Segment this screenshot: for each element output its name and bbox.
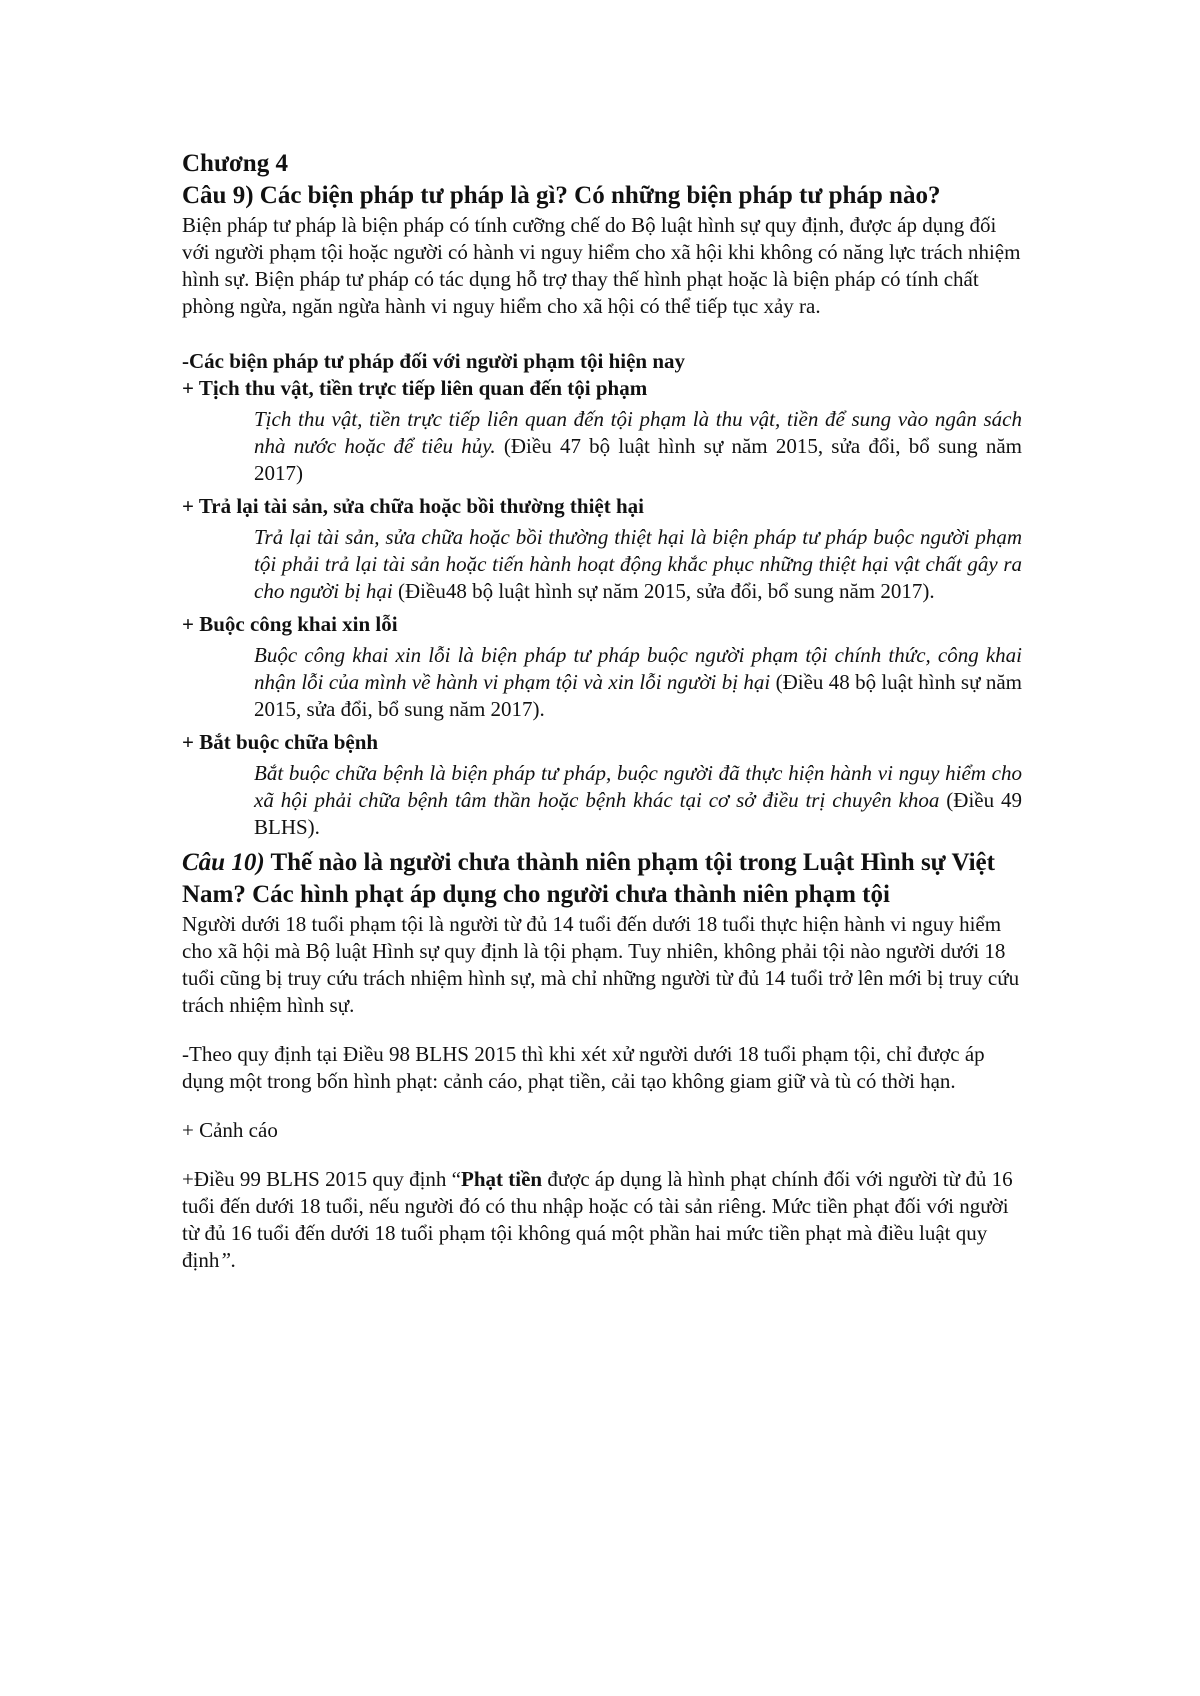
- chapter-title: Chương 4: [182, 150, 288, 177]
- measure-description: [254, 642, 1022, 723]
- spacer: [182, 320, 1022, 348]
- measure-definition: Buộc công khai xin lỗi là biện pháp tư pháp buộc người phạm tội chính thức, công khai nhận lỗi của mình về hành vi phạm tội và xin lỗi người bị hại: [254, 643, 1022, 694]
- spacer: [182, 1019, 1022, 1041]
- measure-description: [254, 406, 1022, 487]
- fine-prefix: +Điều 99 BLHS 2015 quy định “: [182, 1167, 461, 1191]
- measure-description: [254, 524, 1022, 605]
- measure-heading: + Trả lại tài sản, sửa chữa hoặc bồi thường thiệt hại: [182, 494, 645, 518]
- measure-heading: + Tịch thu vật, tiền trực tiếp liên quan đến tội phạm: [182, 376, 648, 400]
- measure-description: [254, 760, 1022, 841]
- question-10-text: Thế nào là người chưa thành niên phạm tội trong Luật Hình sự Việt Nam? Các hình phạt áp dụng cho người chưa thành niên phạm tội: [182, 849, 995, 908]
- question-9-intro: Biện pháp tư pháp là biện pháp có tính cưỡng chế do Bộ luật hình sự quy định, được áp dụng đối với người phạm tội hoặc người có hành vi nguy hiểm cho xã hội khi không có năng lực trách nhiệm hình sự. Biện pháp tư pháp có tác dụng hỗ trợ thay thế hình phạt hoặc là biện pháp có tính chất phòng ngừa, ngăn ngừa hành vi nguy hiểm cho xã hội có thể tiếp tục xảy ra.: [182, 213, 1021, 318]
- penalties-paragraph: -Theo quy định tại Điều 98 BLHS 2015 thì khi xét xử người dưới 18 tuổi phạm tội, chỉ được áp dụng một trong bốn hình phạt: cảnh cáo, phạt tiền, cải tạo không giam giữ và tù có thời hạn.: [182, 1042, 985, 1093]
- measure-item: [182, 729, 1022, 841]
- measure-citation: (Điều 47 bộ luật hình sự năm 2015, sửa đổi, bổ sung năm 2017): [254, 434, 1023, 485]
- question-10-number: Câu 10): [182, 849, 265, 876]
- measure-definition: Tịch thu vật, tiền trực tiếp liên quan đến tội phạm là thu vật, tiền để sung vào ngân sách nhà nước hoặc để tiêu hủy.: [254, 407, 1022, 458]
- measure-definition: Trả lại tài sản, sửa chữa hoặc bồi thường thiệt hại là biện pháp tư pháp buộc người phạm tội phải trả lại tài sản hoặc tiến hành hoạt động khắc phục những thiệt hại vật chất gây ra cho người bị hại: [254, 525, 1022, 603]
- measure-citation: (Điều48 bộ luật hình sự năm 2015, sửa đổi, bổ sung năm 2017).: [392, 579, 935, 603]
- measure-heading: + Buộc công khai xin lỗi: [182, 612, 398, 636]
- warning-penalty: + Cảnh cáo: [182, 1118, 278, 1142]
- measure-citation: (Điều 48 bộ luật hình sự năm 2015, sửa đổi, bổ sung năm 2017).: [254, 670, 1022, 721]
- fine-penalty-paragraph: [182, 1166, 1022, 1274]
- measures-list-heading: -Các biện pháp tư pháp đối với người phạm tội hiện nay: [182, 349, 686, 373]
- measure-item: [182, 493, 1022, 605]
- measure-item: [182, 375, 1022, 487]
- question-10-intro: Người dưới 18 tuổi phạm tội là người từ đủ 14 tuổi đến dưới 18 tuổi thực hiện hành vi nguy hiểm cho xã hội mà Bộ luật Hình sự quy định là tội phạm. Tuy nhiên, không phải tội nào người dưới 18 tuổi cũng bị truy cứu trách nhiệm hình sự, mà chỉ những người từ đủ 14 tuổi trở lên mới bị truy cứu trách nhiệm hình sự.: [182, 912, 1020, 1017]
- measure-citation: (Điều 49 BLHS).: [254, 788, 1022, 839]
- fine-text: được áp dụng là hình phạt chính đối với người từ đủ 16 tuổi đến dưới 18 tuổi, nếu người đó có thu nhập hoặc có tài sản riêng. Mức tiền phạt đối với người từ đủ 16 tuổi đến dưới 18 tuổi phạm tội không quá một phần hai mức tiền phạt mà điều luật quy định: [182, 1167, 1013, 1272]
- spacer: [182, 1095, 1022, 1117]
- fine-term: Phạt tiền: [461, 1167, 543, 1191]
- question-10-title: [182, 847, 1022, 911]
- document-page: [182, 148, 1022, 1274]
- measure-definition: Bắt buộc chữa bệnh là biện pháp tư pháp, buộc người đã thực hiện hành vi nguy hiểm cho xã hội phải chữa bệnh tâm thần hoặc bệnh khác tại cơ sở điều trị chuyên khoa: [254, 761, 1022, 812]
- measure-item: [182, 611, 1022, 723]
- spacer: [182, 1144, 1022, 1166]
- measure-heading: + Bắt buộc chữa bệnh: [182, 730, 379, 754]
- fine-close: ”.: [219, 1248, 237, 1272]
- question-9-title: Câu 9) Các biện pháp tư pháp là gì? Có những biện pháp tư pháp nào?: [182, 182, 941, 209]
